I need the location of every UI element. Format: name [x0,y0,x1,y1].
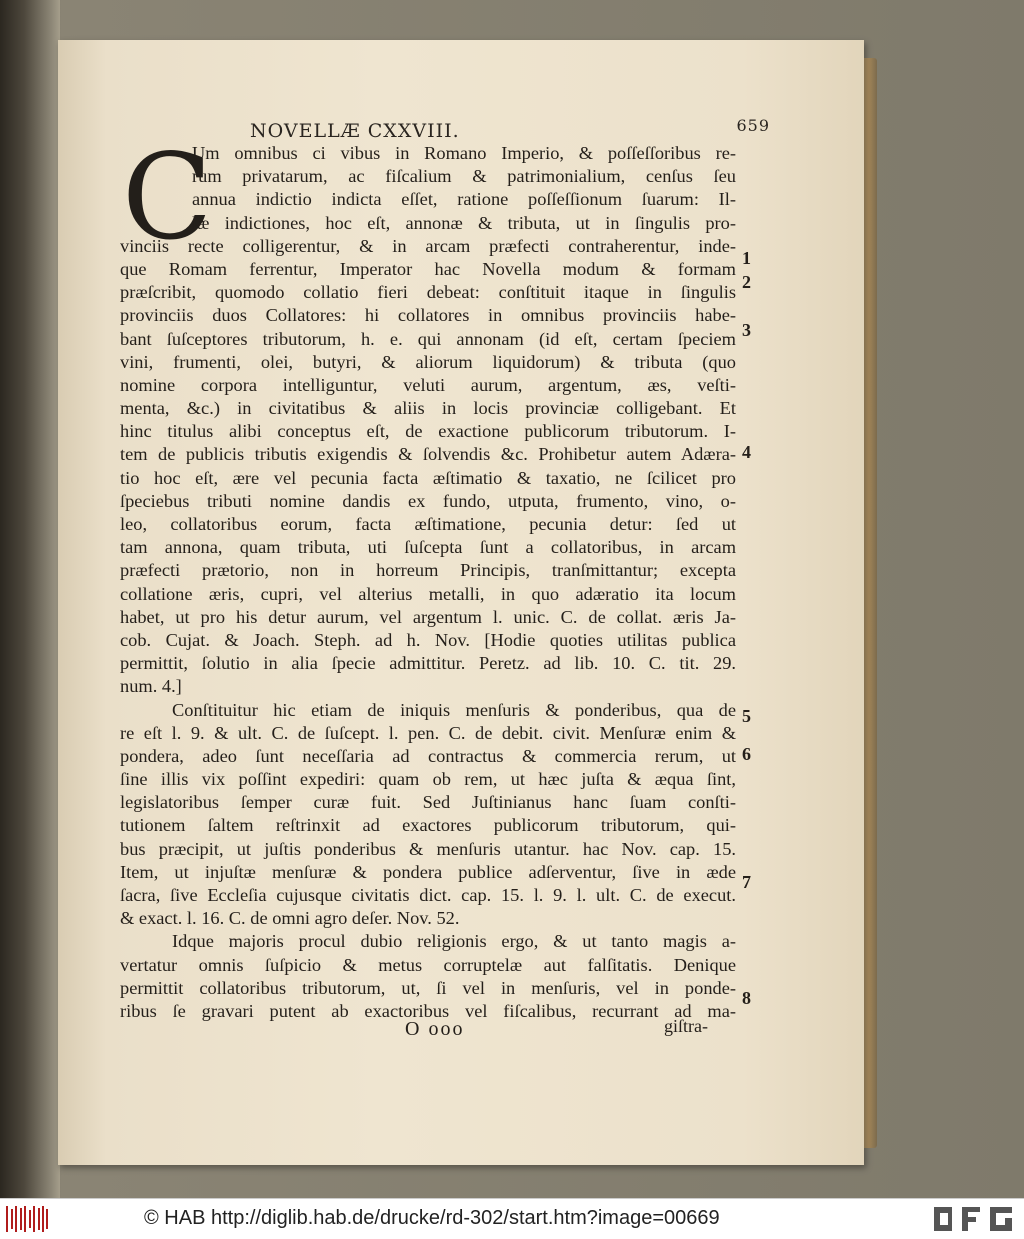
body-text [120,142,736,1023]
text-line: hinc titulus alibi conceptus eſt, de exactione publicorum tributorum. I- [120,421,736,442]
text-line: vinciis recte colligerentur, & in arcam præfecti contraherentur, inde- [120,235,736,256]
book-spine [0,0,60,1198]
text-line: bant ſuſceptores tributorum, h. e. qui annonam (id eſt, certam ſpeciem [120,328,736,349]
text-line: ſine illis vix poſſint expediri: quam ob rem, ut hæc juſta & æqua ſint, [120,769,736,790]
running-title: NOVELLÆ CXXVIII. [250,120,460,142]
text-line: pondera, adeo ſunt neceſſaria ad contractus & commercia rerum, ut [120,745,736,766]
text-line: que Romam ferrentur, Imperator hac Novella modum & formam [120,258,736,279]
text-line: Um omnibus ci vibus in Romano Imperio, & poſſeſſoribus re- [192,143,736,163]
text-line: cob. Cujat. & Joach. Steph. ad h. Nov. [Hodie quoties utilitas publica [120,629,736,650]
margin-number: 3 [742,320,751,340]
margin-number: 6 [742,744,751,764]
text-line: tam annona, quam tributa, uti ſuſcepta ſunt a collatoribus, in arcam [120,537,736,558]
text-line: Item, ut injuſtæ menſuræ & pondera publice adſerventur, ſive in æde [120,861,736,882]
margin-number: 2 [742,272,751,292]
text-line: tem de publicis tributis exigendis & ſolvendis &c. Prohibetur autem Adæra- [120,444,736,465]
text-line: bus præcipit, ut juſtis ponderibus & menſuris utantur. hac Nov. cap. 15. [120,838,736,859]
text-line: annua indictio indicta eſſet, ratione poſſeſſionum ſuarum: Il- [192,189,736,210]
text-line: rum privatarum, ac fiſcalium & patrimonialium, cenſus ſeu [192,166,736,187]
text-line: re eſt l. 9. & ult. C. de ſuſcept. l. pen. C. de debit. civit. Menſuræ enim & [120,722,736,743]
text-line: Idque majoris procul dubio religionis ergo, & ut tanto magis a- [172,931,736,952]
text-line: tutionem ſaltem reſtrinxit ad exactores publicorum tributorum, qui- [120,815,736,836]
text-line: præſcribit, quomodo collatio fieri debeat: conſtituit itaque in ſingulis [120,282,736,303]
text-line: num. 4.] [120,676,182,697]
text-line: læ indictiones, hoc eſt, annonæ & tributa, ut in ſingulis pro- [192,212,736,233]
margin-number: 5 [742,706,751,726]
catchword: giſtra- [664,1016,708,1036]
text-line: collatione æris, cupri, vel alterius metalli, in quo adæratio ita locum [120,583,736,604]
text-line: legislatoribus ſemper curæ fuit. Sed Juſtinianus hanc ſuam conſti- [120,792,736,813]
text-line: habet, ut pro his detur aurum, vel argentum l. unic. C. de collat. æris Ja- [120,606,736,627]
text-line: ſpeciebus tributi nomine dandis ex fundo, utputa, frumento, vino, o- [120,490,736,511]
text-line: provinciis duos Collatores: hi collatores in omnibus provinciis habe- [120,305,736,326]
margin-number: 7 [742,872,751,892]
text-line: tio hoc eſt, ære vel pecunia facta æſtimatio & taxatio, ne ſcilicet pro [120,467,736,488]
text-line: ribus ſe gravari putent ab exactoribus vel fiſcalibus, recurrant ad ma- [120,1000,736,1021]
text-line: menta, &c.) in civitatibus & aliis in locis provinciæ colligebant. Et [120,398,736,419]
text-line: ſacra, ſive Eccleſia cujusque civitatis dict. cap. 15. l. 9. l. ult. C. de execut. [120,885,736,905]
hab-logo-icon [6,1206,48,1232]
text-line: vini, frumenti, olei, butyri, & aliorum liquidorum) & tributa (quo [120,351,736,372]
text-line: nomine corpora intelliguntur, veluti aurum, argentum, æs, veſti- [120,374,736,395]
page-header [250,72,770,142]
text-line: leo, collatoribus eorum, facta æſtimatione, pecunia detur: ſed ut [120,514,736,534]
text-line: & exact. l. 16. C. de omni agro deſer. Nov. 52. [120,908,460,929]
margin-number: 8 [742,988,751,1008]
text-line: permittit collatoribus tributorum, ut, ſi vel in menſuris, vel in ponde- [120,977,736,998]
viewer-footer [0,1198,1024,1239]
margin-number: 4 [742,442,751,462]
text-line: vertatur omnis ſuſpicio & metus corruptelæ aut falſitatis. Denique [120,954,736,975]
page-number: 659 [736,116,770,135]
source-link[interactable]: © HAB http://diglib.hab.de/drucke/rd-302/start.htm?image=00669 [144,1207,720,1229]
signature-mark: O ooo [405,1018,465,1040]
margin-number: 1 [742,248,751,268]
drop-capital: C [122,128,213,266]
dfg-logo-icon [932,1203,1016,1235]
text-line: permittit, ſolutio in alia ſpecie admittitur. Peretz. ad lib. 10. C. tit. 29. [120,653,736,674]
text-line: præfecti prætorio, non in horreum Principis, tranſmittantur; excepta [120,560,736,581]
text-line: Conſtituitur hic etiam de iniquis menſuris & ponderibus, qua de [172,699,736,720]
